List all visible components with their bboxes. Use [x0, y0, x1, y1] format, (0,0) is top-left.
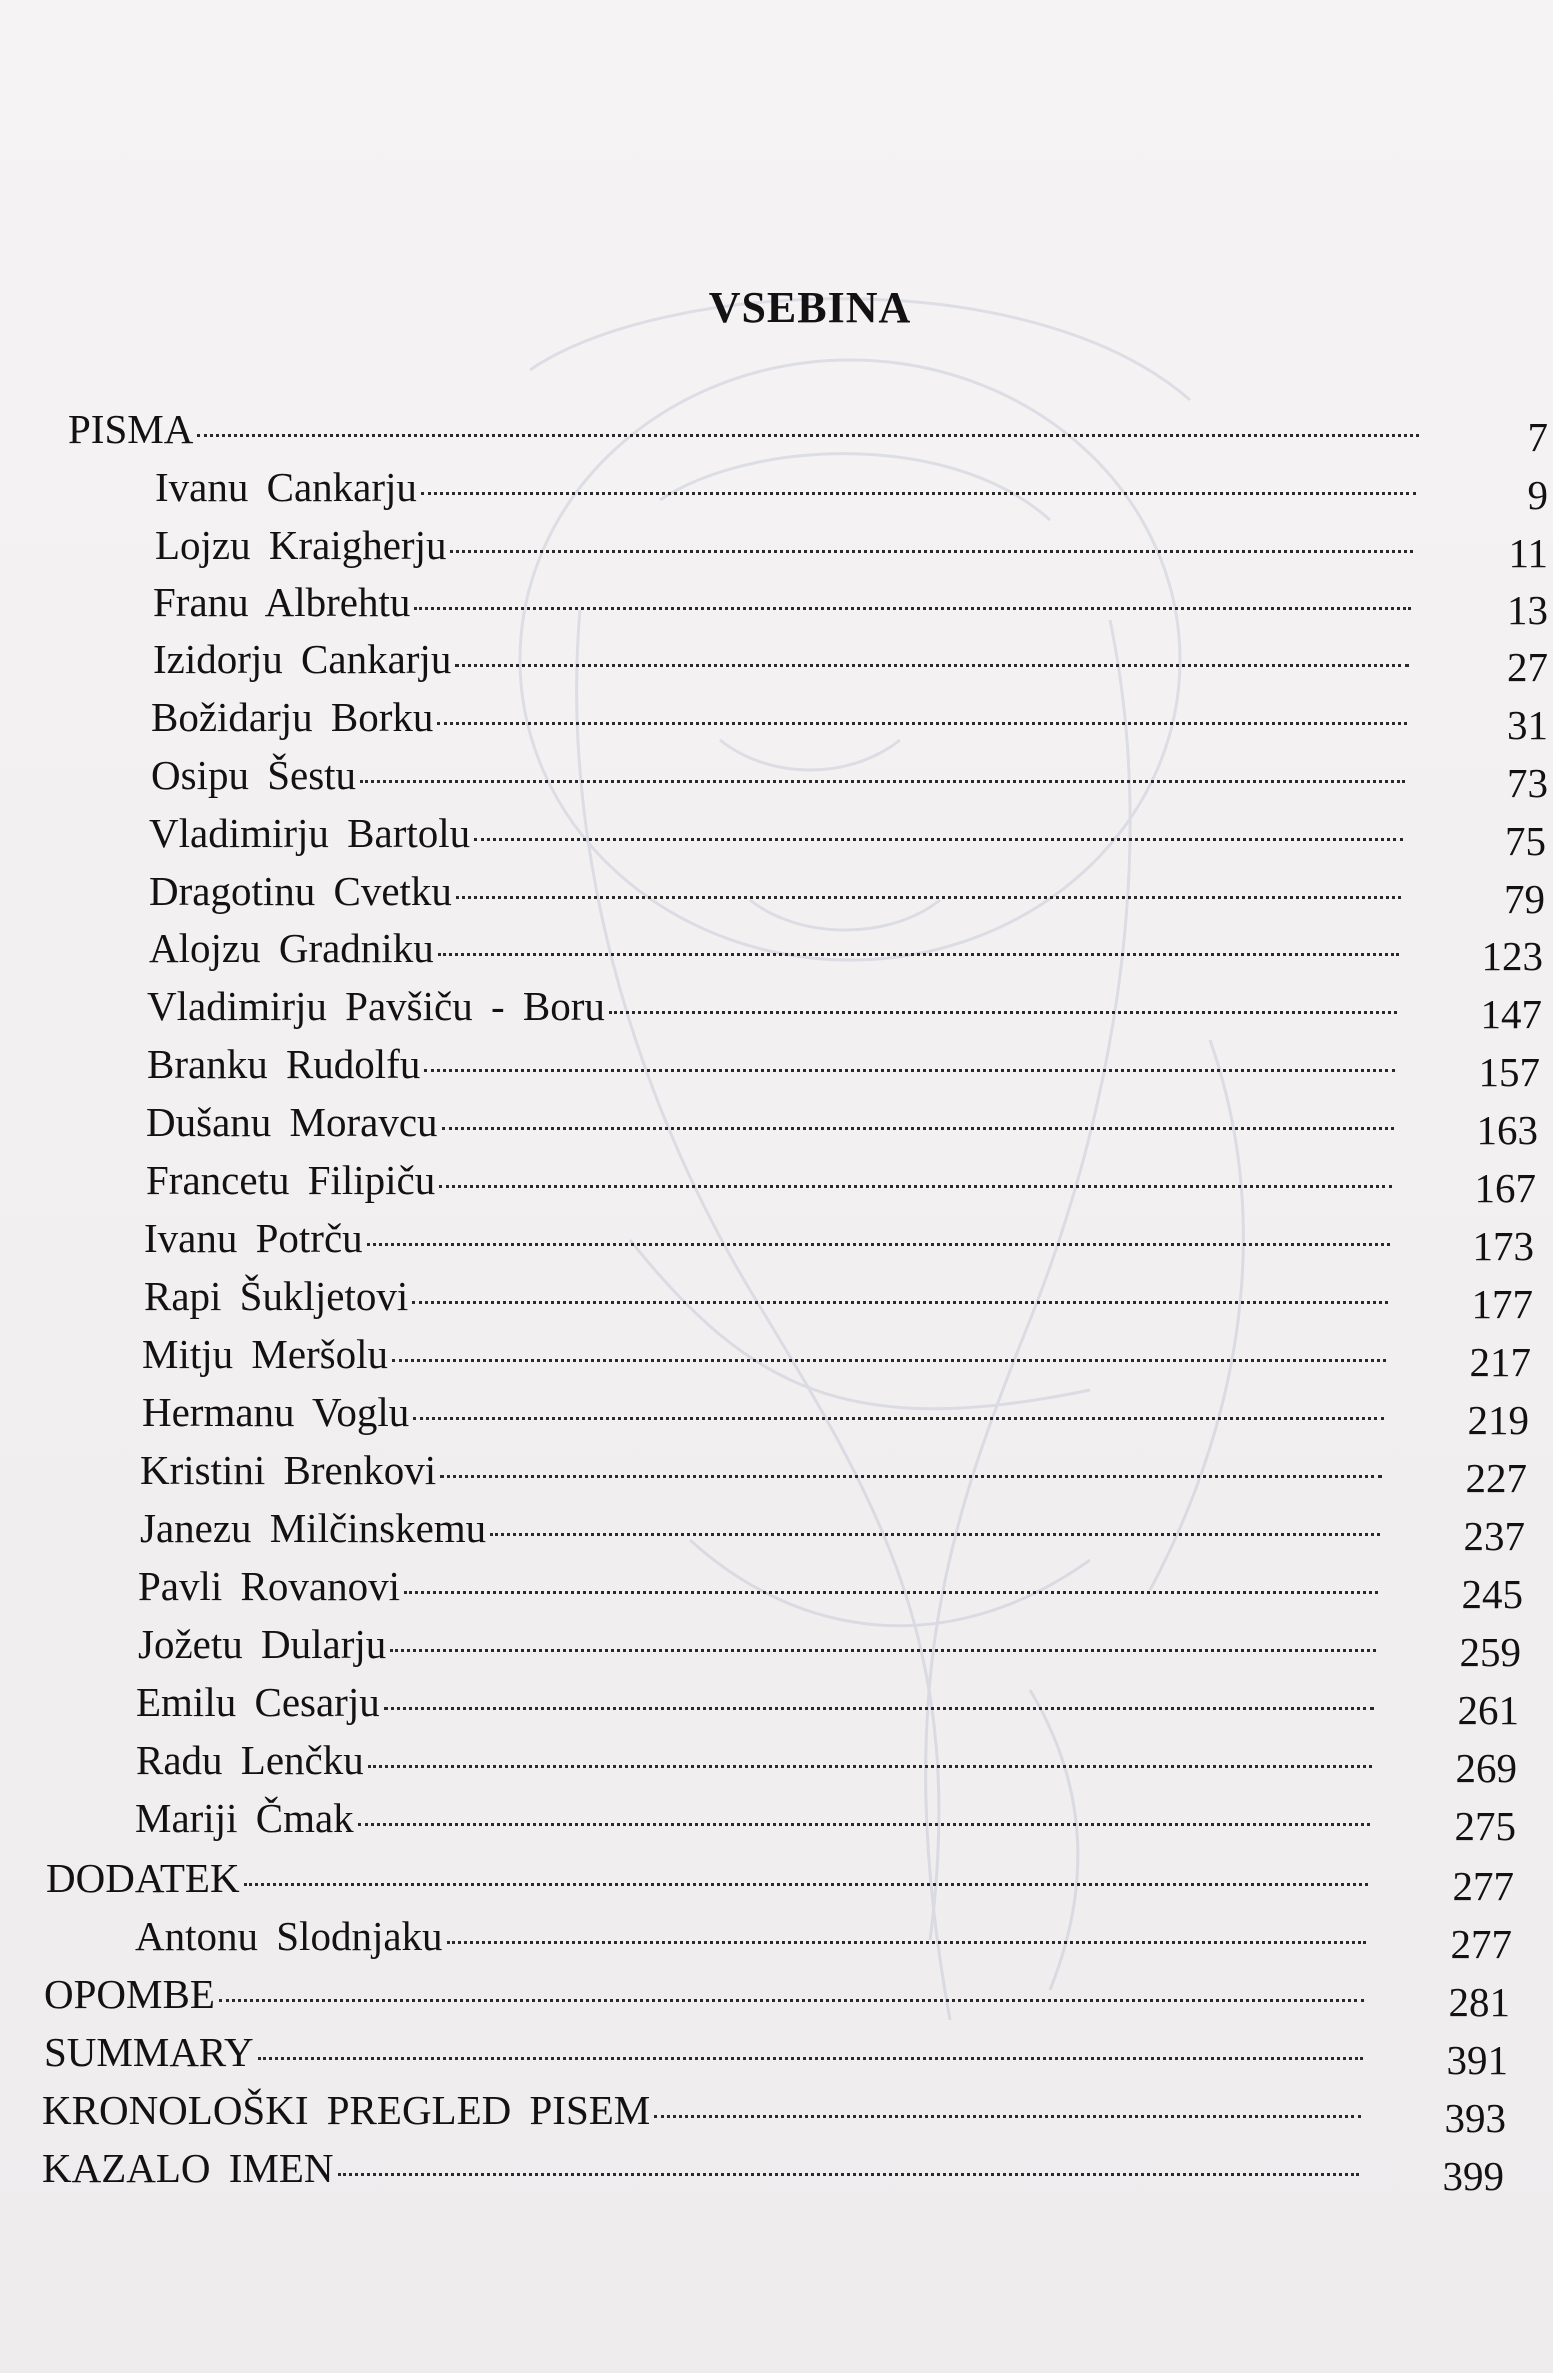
- toc-page-number: 123: [1481, 933, 1543, 979]
- toc-entry[interactable]: [149, 866, 1407, 916]
- toc-entry-label: Emilu Cesarju: [136, 1679, 380, 1725]
- toc-page-number: 157: [1478, 1049, 1540, 1095]
- dot-leader: [404, 1591, 1378, 1594]
- toc-entry[interactable]: [147, 1039, 1401, 1089]
- dot-leader: [442, 1127, 1394, 1130]
- toc-page-number: 73: [1507, 760, 1548, 806]
- toc-entry-label: Božidarju Borku: [151, 694, 434, 740]
- toc-page-number: 245: [1461, 1571, 1523, 1617]
- toc-page-number: 79: [1504, 876, 1545, 922]
- toc-entry-label: Mitju Meršolu: [142, 1331, 389, 1377]
- toc-page-number: 219: [1467, 1397, 1529, 1443]
- toc-entry-label: Vladimirju Bartolu: [149, 810, 471, 856]
- toc-page-number: 167: [1474, 1165, 1536, 1211]
- dot-leader: [412, 1301, 1388, 1304]
- toc-page-number: 393: [1444, 2095, 1506, 2141]
- toc-entry-label: SUMMARY: [44, 2029, 254, 2075]
- toc-entry[interactable]: [140, 1503, 1386, 1553]
- dot-leader: [609, 1011, 1397, 1014]
- toc-entry-label: Branku Rudolfu: [147, 1041, 421, 1087]
- toc-entry[interactable]: [42, 2143, 1365, 2193]
- toc-entry[interactable]: [68, 404, 1425, 454]
- toc-entry-label: KRONOLOŠKI PREGLED PISEM: [42, 2087, 651, 2133]
- toc-entry[interactable]: [42, 2085, 1367, 2135]
- toc-entry-label: Antonu Slodnjaku: [135, 1913, 443, 1959]
- toc-entry[interactable]: [155, 520, 1419, 570]
- dot-leader: [414, 607, 1411, 610]
- toc-entry-label: Vladimirju Pavšiču - Boru: [147, 983, 605, 1029]
- dot-leader: [197, 434, 1419, 437]
- toc-entry[interactable]: [144, 1271, 1394, 1321]
- dot-leader: [384, 1707, 1374, 1710]
- toc-entry-label: PISMA: [68, 406, 194, 452]
- toc-page-number: 281: [1448, 1979, 1510, 2025]
- toc-entry-label: OPOMBE: [44, 1971, 215, 2017]
- toc-page-number: 173: [1472, 1223, 1534, 1269]
- toc-page-number: 27: [1507, 644, 1548, 690]
- toc-page-number: 237: [1463, 1513, 1525, 1559]
- toc-entry-label: Osipu Šestu: [151, 752, 357, 798]
- toc-page-number: 31: [1507, 702, 1548, 748]
- contents-heading: VSEBINA: [708, 283, 912, 332]
- toc-entry[interactable]: [46, 1853, 1374, 1903]
- toc-entry-label: Alojzu Gradniku: [149, 925, 434, 971]
- dot-leader: [360, 780, 1405, 783]
- toc-page-number: 277: [1452, 1863, 1514, 1909]
- toc-entry[interactable]: [44, 1969, 1370, 2019]
- toc-entry[interactable]: [147, 981, 1403, 1031]
- dot-leader: [413, 1417, 1384, 1420]
- toc-entry-label: Francetu Filipiču: [146, 1157, 436, 1203]
- dot-leader: [219, 1999, 1364, 2002]
- dot-leader: [338, 2173, 1359, 2176]
- toc-entry[interactable]: [135, 1911, 1372, 1961]
- toc-entry-label: Ivanu Cankarju: [155, 464, 417, 510]
- toc-entry[interactable]: [151, 692, 1413, 742]
- toc-page-number: 227: [1465, 1455, 1527, 1501]
- dot-leader: [358, 1823, 1370, 1826]
- toc-page-number: 399: [1442, 2153, 1504, 2199]
- dot-leader: [392, 1359, 1386, 1362]
- toc-page-number: 261: [1457, 1687, 1519, 1733]
- dot-leader: [455, 664, 1409, 667]
- toc-entry-label: Dragotinu Cvetku: [149, 868, 452, 914]
- toc-page-number: 147: [1480, 991, 1542, 1037]
- toc-page-number: 75: [1505, 818, 1546, 864]
- dot-leader: [456, 896, 1401, 899]
- toc-entry[interactable]: [136, 1677, 1380, 1727]
- toc-entry-label: Rapi Šukljetovi: [144, 1273, 409, 1319]
- toc-entry[interactable]: [149, 808, 1409, 858]
- toc-entry[interactable]: [136, 1735, 1378, 1785]
- toc-entry[interactable]: [140, 1445, 1388, 1495]
- toc-entry[interactable]: [151, 750, 1411, 800]
- dot-leader: [258, 2057, 1363, 2060]
- dot-leader: [439, 1185, 1392, 1188]
- toc-page-number: 275: [1454, 1803, 1516, 1849]
- toc-entry[interactable]: [146, 1155, 1398, 1205]
- toc-entry[interactable]: [142, 1387, 1390, 1437]
- dot-leader: [438, 953, 1399, 956]
- toc-entry-label: Izidorju Cankarju: [153, 636, 452, 682]
- toc-entry[interactable]: [138, 1561, 1384, 1611]
- toc-entry-label: DODATEK: [46, 1855, 240, 1901]
- dot-leader: [474, 838, 1403, 841]
- toc-page-number: 259: [1459, 1629, 1521, 1675]
- toc-entry[interactable]: [142, 1329, 1392, 1379]
- toc-entry-label: KAZALO IMEN: [42, 2145, 334, 2191]
- dot-leader: [490, 1533, 1380, 1536]
- toc-entry[interactable]: [155, 462, 1422, 512]
- dot-leader: [244, 1883, 1368, 1886]
- toc-page-number: 9: [1527, 472, 1548, 518]
- dot-leader: [440, 1475, 1382, 1478]
- dot-leader: [390, 1649, 1376, 1652]
- dot-leader: [421, 492, 1416, 495]
- toc-entry[interactable]: [138, 1619, 1382, 1669]
- toc-entry-label: Kristini Brenkovi: [140, 1447, 437, 1493]
- dot-leader: [368, 1765, 1372, 1768]
- toc-page-number: 269: [1455, 1745, 1517, 1791]
- dot-leader: [367, 1243, 1390, 1246]
- toc-entry[interactable]: [135, 1793, 1376, 1843]
- dot-leader: [450, 550, 1413, 553]
- toc-entry-label: Hermanu Voglu: [142, 1389, 410, 1435]
- toc-entry-label: Jožetu Dularju: [138, 1621, 387, 1667]
- toc-entry[interactable]: [44, 2027, 1369, 2077]
- toc-entry-label: Ivanu Potrču: [144, 1215, 363, 1261]
- toc-entry[interactable]: [153, 577, 1417, 627]
- toc-entry-label: Lojzu Kraigherju: [155, 522, 447, 568]
- toc-page-number: 177: [1471, 1281, 1533, 1327]
- toc-entry[interactable]: [149, 923, 1405, 973]
- dot-leader: [447, 1941, 1366, 1944]
- toc-page-number: 163: [1476, 1107, 1538, 1153]
- dot-leader: [654, 2115, 1361, 2118]
- toc-page-number: 13: [1507, 587, 1548, 633]
- toc-page-number: 277: [1450, 1921, 1512, 1967]
- toc-entry-label: Janezu Milčinskemu: [140, 1505, 487, 1551]
- toc-page-number: 11: [1508, 530, 1548, 576]
- toc-entry[interactable]: [153, 634, 1415, 684]
- toc-entry-label: Pavli Rovanovi: [138, 1563, 400, 1609]
- toc-entry[interactable]: [146, 1097, 1400, 1147]
- toc-entry-label: Dušanu Moravcu: [146, 1099, 438, 1145]
- dot-leader: [424, 1069, 1395, 1072]
- toc-page-number: 391: [1446, 2037, 1508, 2083]
- dot-leader: [437, 722, 1407, 725]
- toc-entry[interactable]: [144, 1213, 1396, 1263]
- toc-entry-label: Radu Lenčku: [136, 1737, 364, 1783]
- toc-entry-label: Mariji Čmak: [135, 1795, 354, 1841]
- toc-entry-label: Franu Albrehtu: [153, 579, 411, 625]
- toc-page-number: 217: [1469, 1339, 1531, 1385]
- toc-page-number: 7: [1527, 414, 1548, 460]
